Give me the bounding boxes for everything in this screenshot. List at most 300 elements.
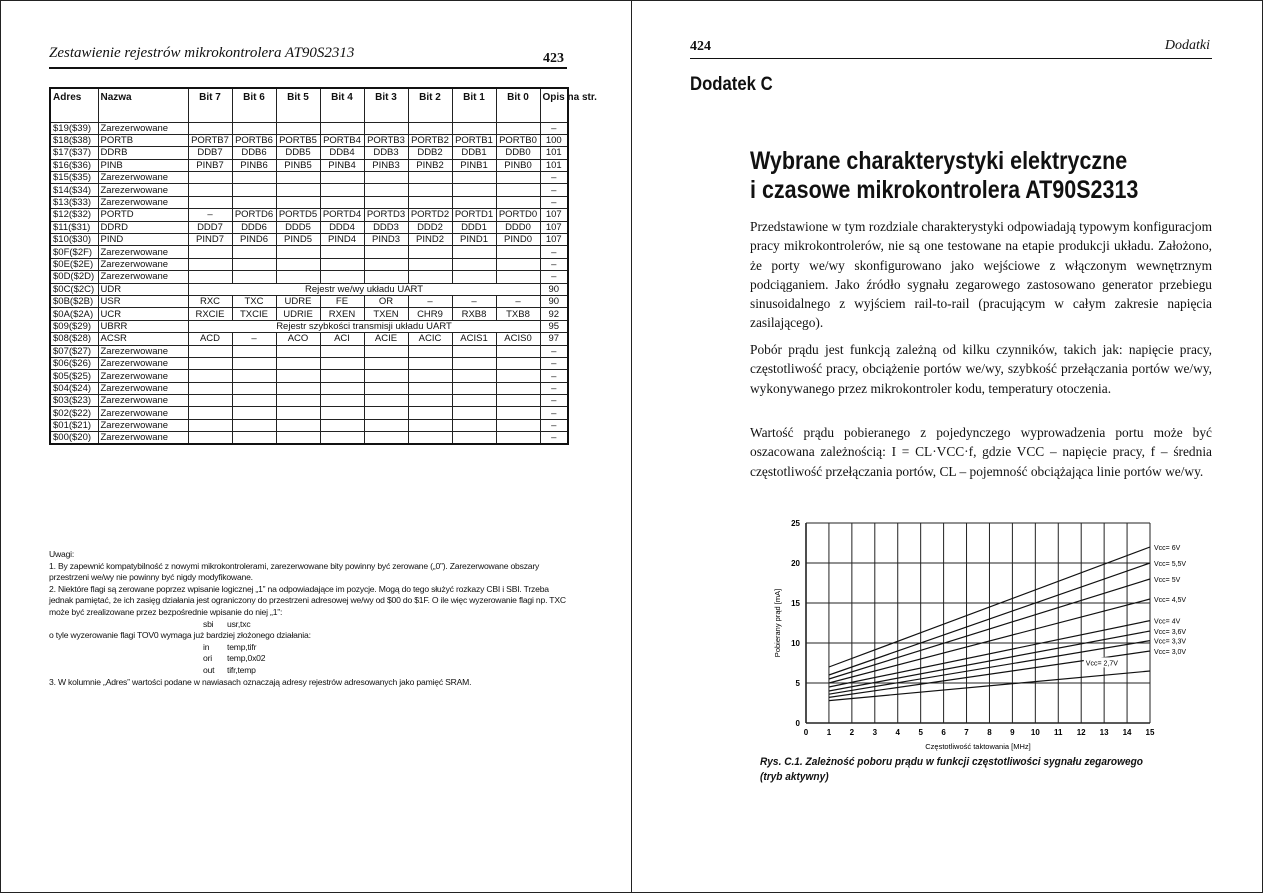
table-cell: DDD3 [364,221,408,233]
table-cell: UBRR [98,320,188,332]
chapter-title-line-2: i czasowe mikrokontrolera AT90S2313 [750,176,1139,204]
right-header-rule [690,58,1212,59]
x-tick-label: 9 [1010,728,1015,737]
series-label: Vcc= 3,6V [1154,629,1187,636]
table-cell: FE [320,295,364,307]
table-row [50,246,568,258]
table-cell: $04($24) [50,382,98,394]
table-cell: UDRE [276,295,320,307]
table-cell [232,419,276,431]
current-chart-svg [770,513,1230,753]
table-cell [408,432,452,445]
table-cell: Rejestr szybkości transmisji układu UART [188,320,540,332]
table-cell [276,246,320,258]
table-cell: – [452,295,496,307]
table-cell: – [232,333,276,345]
table-cell: PORTB7 [188,134,232,146]
table-cell: PIND1 [452,234,496,246]
table-cell: Zarezerwowane [98,271,188,283]
table-cell: 97 [540,333,568,345]
table-cell: 101 [540,159,568,171]
table-cell: ACSR [98,333,188,345]
code-line [49,665,569,677]
table-cell: PIND [98,234,188,246]
x-tick-label: 12 [1076,728,1086,737]
code-arg: temp,tifr [227,641,257,652]
table-row [50,221,568,233]
y-tick-label: 15 [791,599,800,608]
table-cell: Rejestr we/wy układu UART [188,283,540,295]
table-cell: DDD2 [408,221,452,233]
note-1: 1. By zapewnić kompatybilność z nowymi mikrokontrolerami, zarezerwowane bity powinny być zerowane („0”). Zarezerwowane obszary przestrzeni we/wy nie powinny być nigdy modyfikowane. [49,560,540,583]
y-axis-label: Pobierany prąd [mA] [773,588,782,658]
table-cell [364,271,408,283]
table-cell [408,395,452,407]
table-cell: $18($38) [50,134,98,146]
table-cell: RXEN [320,308,364,320]
table-cell: – [188,209,232,221]
table-cell [320,246,364,258]
table-row [50,357,568,369]
table-cell [276,184,320,196]
table-row [50,159,568,171]
table-cell [320,370,364,382]
table-cell [364,370,408,382]
table-cell [188,271,232,283]
x-tick-label: 0 [803,728,809,737]
table-cell: $08($28) [50,333,98,345]
x-tick-label: 7 [964,728,969,737]
table-cell [408,382,452,394]
table-cell [408,419,452,431]
table-cell [188,357,232,369]
table-cell [496,122,540,134]
x-tick-label: 1 [826,728,832,737]
table-cell [188,122,232,134]
appendix-heading: Dodatek C [690,74,773,95]
left-header-rule [49,67,567,69]
y-tick-label: 20 [791,559,800,568]
table-cell: PORTB2 [408,134,452,146]
table-cell: $02($22) [50,407,98,419]
x-tick-label: 6 [941,728,946,737]
table-cell [188,172,232,184]
table-cell: $0F($2F) [50,246,98,258]
table-cell: PORTD2 [408,209,452,221]
table-row [50,407,568,419]
table-row [50,395,568,407]
table-cell: $0C($2C) [50,283,98,295]
table-row [50,370,568,382]
column-header: Bit 7 [188,88,232,122]
x-tick-label: 14 [1122,728,1132,737]
table-cell: $16($36) [50,159,98,171]
table-cell: CHR9 [408,308,452,320]
table-cell [452,122,496,134]
table-cell [408,345,452,357]
table-row [50,382,568,394]
table-cell: – [540,357,568,369]
table-cell [408,357,452,369]
series-label: Vcc= 2,7V [1085,660,1118,668]
table-cell: PINB5 [276,159,320,171]
table-cell: ACIC [408,333,452,345]
column-header: Bit 2 [408,88,452,122]
table-cell: UCR [98,308,188,320]
table-cell [276,345,320,357]
x-axis-label: Częstotliwość taktowania [MHz] [925,742,1031,751]
table-cell: – [540,122,568,134]
table-cell: DDD5 [276,221,320,233]
right-page-number: 424 [690,39,711,54]
x-tick-label: 3 [872,728,878,737]
x-tick-label: 15 [1145,728,1155,737]
x-tick-label: 2 [849,728,855,737]
series-label: Vcc= 4,5V [1154,597,1187,604]
table-cell [320,258,364,270]
table-cell: $0A($2A) [50,308,98,320]
column-header: Bit 1 [452,88,496,122]
table-cell: PINB1 [452,159,496,171]
table-cell [496,184,540,196]
y-tick-label: 5 [795,679,800,688]
table-cell [364,246,408,258]
x-tick-label: 11 [1054,728,1063,737]
table-cell [320,395,364,407]
code-line [49,619,569,631]
table-cell: – [540,196,568,208]
table-cell [188,345,232,357]
table-cell: Zarezerwowane [98,395,188,407]
table-row [50,122,568,134]
caption-line-2: (tryb aktywny) [760,771,829,783]
table-cell [232,122,276,134]
table-cell [232,258,276,270]
table-cell [452,382,496,394]
table-cell [232,357,276,369]
table-cell: Zarezerwowane [98,419,188,431]
table-cell [496,246,540,258]
table-cell: DDB6 [232,147,276,159]
table-row [50,320,568,332]
table-cell [276,382,320,394]
table-cell [364,258,408,270]
table-cell: PINB0 [496,159,540,171]
table-cell: $03($23) [50,395,98,407]
table-cell [276,196,320,208]
column-header: Bit 0 [496,88,540,122]
table-cell [452,258,496,270]
y-tick-label: 10 [791,639,800,648]
table-cell [452,345,496,357]
table-cell: PIND5 [276,234,320,246]
table-cell [452,357,496,369]
table-cell [408,258,452,270]
table-cell [276,172,320,184]
chapter-title [750,147,1138,205]
table-cell: PIND7 [188,234,232,246]
table-cell: 101 [540,147,568,159]
x-tick-label: 13 [1099,728,1109,737]
table-cell [496,345,540,357]
table-cell: DDRB [98,147,188,159]
table-cell [452,419,496,431]
table-cell: PINB [98,159,188,171]
table-cell: ACIE [364,333,408,345]
table-cell [452,432,496,445]
column-header: Nazwa [98,88,188,122]
table-cell [496,419,540,431]
code-op: ori [203,653,212,664]
caption-line-1: Rys. C.1. Zależność poboru prądu w funkcji częstotliwości sygnału zegarowego [760,756,1143,768]
table-cell: Zarezerwowane [98,382,188,394]
table-cell: PORTB1 [452,134,496,146]
right-page [631,0,1263,893]
table-cell [452,395,496,407]
table-cell [232,382,276,394]
table-cell: TXCIE [232,308,276,320]
notes [49,549,569,688]
table-cell: $10($30) [50,234,98,246]
table-cell: $00($20) [50,432,98,445]
table-cell: – [540,172,568,184]
table-cell [364,122,408,134]
register-table [49,87,597,445]
table-cell [232,407,276,419]
series-label: Vcc= 6V [1154,545,1181,552]
table-cell: DDB7 [188,147,232,159]
table-cell [452,184,496,196]
table-cell [188,432,232,445]
table-cell: PIND4 [320,234,364,246]
table-row [50,271,568,283]
table-cell: – [540,345,568,357]
table-cell: – [540,432,568,445]
table-cell: DDB2 [408,147,452,159]
table-cell: $0B($2B) [50,295,98,307]
table-cell: ACI [320,333,364,345]
table-row [50,308,568,320]
table-row [50,209,568,221]
table-cell: – [540,419,568,431]
table-cell: PORTD6 [232,209,276,221]
register-table-header [50,88,568,122]
table-cell [188,246,232,258]
table-cell [188,370,232,382]
note-2b: o tyle wyzerowanie flagi TOV0 wymaga już bardziej złożonego działania: [49,630,311,641]
table-cell: PORTD4 [320,209,364,221]
table-cell: – [540,395,568,407]
paragraph-1: Przedstawione w tym rozdziale charakterystyki odpowiadają typowym konfiguracjom pracy mikrokontrolerów, nie są one testowane na etapie produkcji układu. Założono, że porty we/wy skonfigurowano jako wejściowe z włączonym wewnętrznym podciąganiem. Jako źródło sygnału zegarowego zastosowano generator przebiegu sinusoidalnego z wyjściem rail-to-rail (pracującym w całym zakresie napięcia zasilającego). [750,219,1212,331]
table-cell: 100 [540,134,568,146]
table-cell [276,258,320,270]
table-cell [496,196,540,208]
table-cell [232,172,276,184]
table-cell: Zarezerwowane [98,184,188,196]
current-chart [770,513,1230,753]
table-cell: PORTB3 [364,134,408,146]
table-cell: – [540,382,568,394]
table-cell [320,407,364,419]
y-tick-label: 25 [791,519,800,528]
table-cell: Zarezerwowane [98,246,188,258]
table-cell [408,196,452,208]
table-cell: Zarezerwowane [98,407,188,419]
table-cell [188,419,232,431]
table-cell [232,196,276,208]
code-arg: temp,0x02 [227,653,266,664]
table-cell [496,382,540,394]
table-cell [276,432,320,445]
table-cell: ACIS1 [452,333,496,345]
table-cell [320,184,364,196]
table-cell: – [540,184,568,196]
table-cell: PIND2 [408,234,452,246]
column-header: Bit 4 [320,88,364,122]
table-cell [188,382,232,394]
table-cell [188,196,232,208]
table-cell: UDRIE [276,308,320,320]
series-label: Vcc= 4V [1154,618,1181,626]
table-cell: $01($21) [50,419,98,431]
table-cell [364,395,408,407]
column-header: Adres [50,88,98,122]
table-cell [188,407,232,419]
table-row [50,295,568,307]
table-cell [320,357,364,369]
table-cell [408,407,452,419]
left-page-number: 423 [543,51,564,66]
x-tick-label: 4 [895,728,900,737]
table-cell: RXB8 [452,308,496,320]
code-arg: tifr,temp [227,664,256,675]
table-cell: DDRD [98,221,188,233]
paragraph-2: Pobór prądu jest funkcją zależną od kilku czynników, takich jak: napięcie pracy, częstotliwość pracy, obciążenie portów we/wy, szybkość przełączania portów we/wy, wykonywanego przez mikrokontroler kodu, temperatury otoczenia. [750,342,1212,396]
table-cell [452,370,496,382]
table-cell: $11($31) [50,221,98,233]
y-tick-label: 0 [795,719,800,728]
table-cell [188,184,232,196]
table-cell: – [496,295,540,307]
table-cell: TXB8 [496,308,540,320]
table-cell [320,345,364,357]
table-cell: DDD6 [232,221,276,233]
table-cell [232,395,276,407]
table-cell: $12($32) [50,209,98,221]
code-op: in [203,641,210,652]
table-cell: DDD0 [496,221,540,233]
table-cell: – [540,271,568,283]
table-cell [188,258,232,270]
notes-heading: Uwagi: [49,549,75,559]
table-cell: – [540,407,568,419]
table-cell: $19($39) [50,122,98,134]
table-cell [232,184,276,196]
table-row [50,134,568,146]
table-cell: PINB7 [188,159,232,171]
table-cell: $13($33) [50,196,98,208]
table-cell [496,357,540,369]
table-cell: Zarezerwowane [98,357,188,369]
code-op: out [203,664,215,675]
table-cell [276,407,320,419]
table-row [50,333,568,345]
table-cell [496,407,540,419]
table-cell: $15($35) [50,172,98,184]
column-header: Opis na str. [540,88,568,122]
left-header-title: Zestawienie rejestrów mikrokontrolera AT90S2313 [49,45,355,61]
table-cell [276,357,320,369]
table-cell [452,407,496,419]
table-cell: Zarezerwowane [98,370,188,382]
table-cell: – [408,295,452,307]
table-cell [232,271,276,283]
x-tick-label: 5 [918,728,923,737]
table-cell [320,271,364,283]
table-cell [232,370,276,382]
table-cell: DDD1 [452,221,496,233]
table-cell [232,345,276,357]
table-cell: Zarezerwowane [98,172,188,184]
table-row [50,196,568,208]
table-cell: Zarezerwowane [98,122,188,134]
table-cell: PORTB5 [276,134,320,146]
table-row [50,184,568,196]
code-line [49,642,569,654]
table-cell: $0E($2E) [50,258,98,270]
table-cell: DDB5 [276,147,320,159]
table-cell: PORTD1 [452,209,496,221]
column-header: Bit 6 [232,88,276,122]
table-cell: PORTD5 [276,209,320,221]
table-cell [364,184,408,196]
x-tick-label: 10 [1030,728,1040,737]
table-cell [276,122,320,134]
table-cell: 90 [540,283,568,295]
table-cell [496,271,540,283]
table-cell [364,345,408,357]
table-cell [408,271,452,283]
table-cell: $0D($2D) [50,271,98,283]
table-cell [496,432,540,445]
table-cell: – [540,370,568,382]
table-cell: RXCIE [188,308,232,320]
table-cell: PINB4 [320,159,364,171]
table-row [50,283,568,295]
table-cell [276,370,320,382]
table-cell: PIND3 [364,234,408,246]
table-cell: PORTB0 [496,134,540,146]
table-cell [408,370,452,382]
chapter-title-line-1: Wybrane charakterystyki elektryczne [750,147,1128,175]
table-cell: PORTD3 [364,209,408,221]
table-cell: PINB3 [364,159,408,171]
table-row [50,345,568,357]
table-cell: PORTB [98,134,188,146]
table-cell: DDD7 [188,221,232,233]
table-cell: Zarezerwowane [98,345,188,357]
table-cell [496,172,540,184]
table-cell: 107 [540,221,568,233]
table-cell [364,407,408,419]
table-cell: PINB2 [408,159,452,171]
table-cell [364,357,408,369]
table-cell: DDB1 [452,147,496,159]
table-cell [232,432,276,445]
table-cell: – [540,246,568,258]
table-cell: DDB4 [320,147,364,159]
table-cell [452,196,496,208]
